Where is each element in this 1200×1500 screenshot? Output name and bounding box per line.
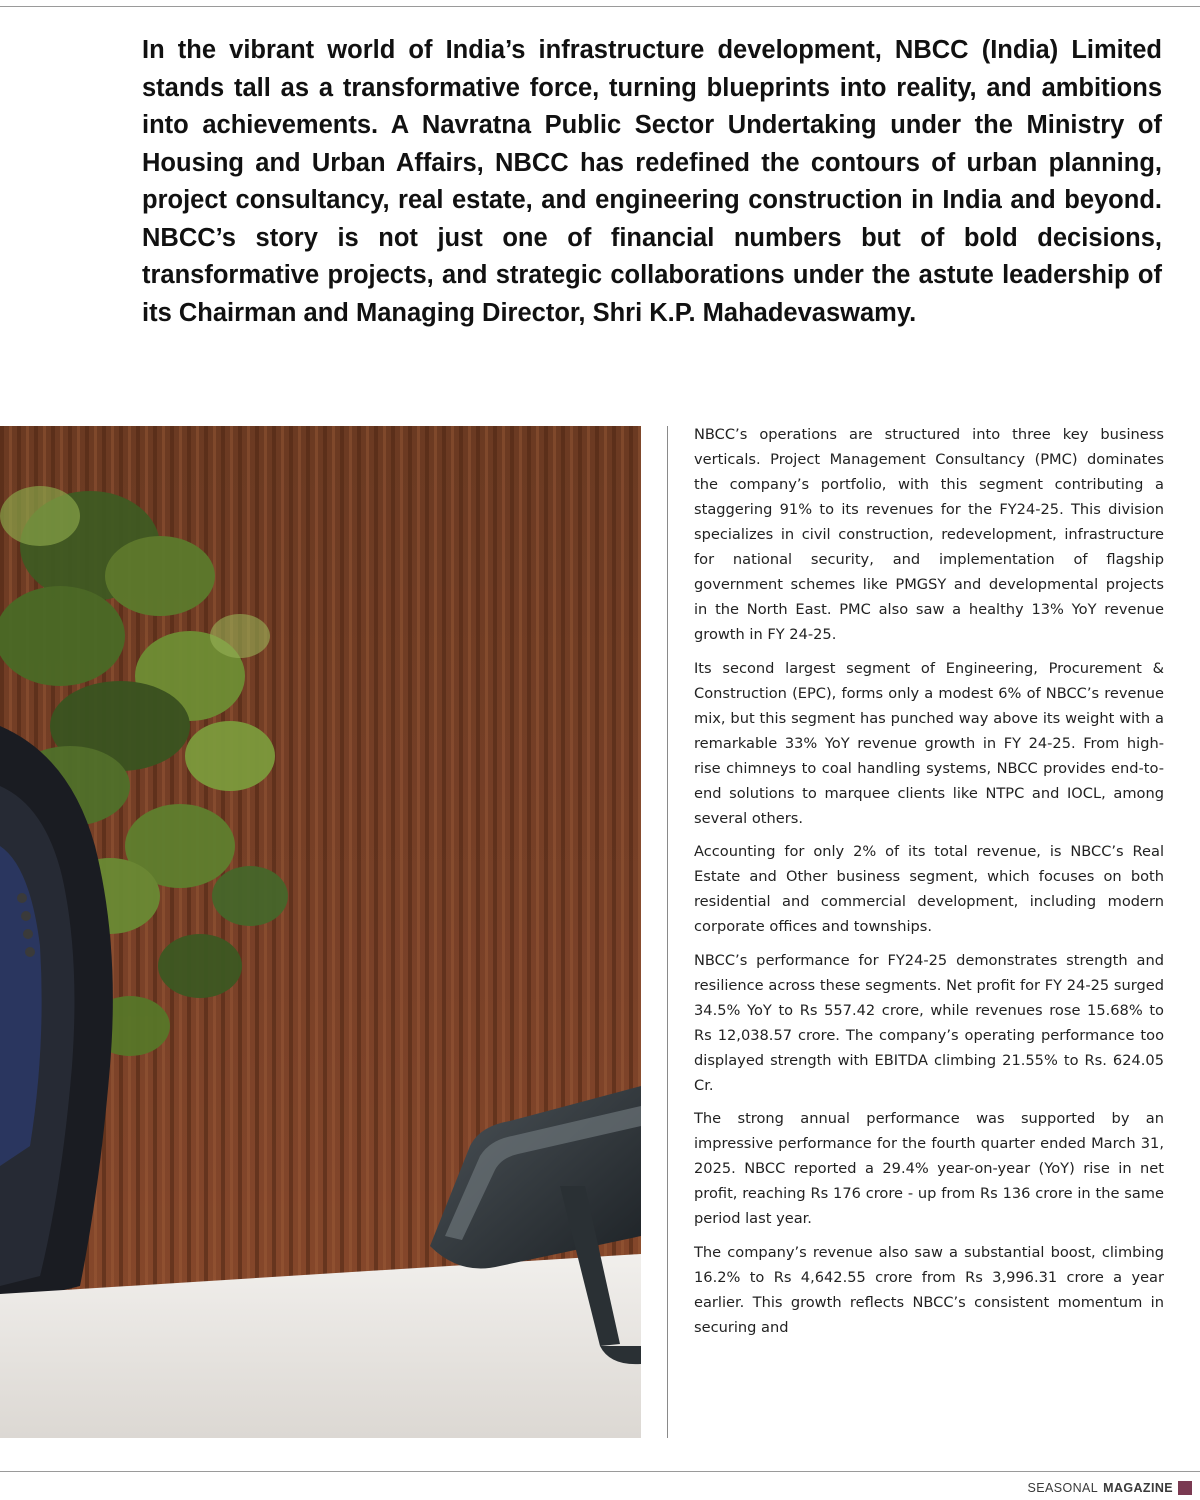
footer-square-icon — [1178, 1481, 1192, 1495]
footer-magazine-name: MAGAZINE — [1103, 1481, 1173, 1495]
article-intro: In the vibrant world of India’s infrastructure development, NBCC (India) Limited stands tall as a transformative force, turning blueprints into reality, and ambitions into achievements. A Navratna Public Sector Undertaking under the Ministry of Housing and Urban Affairs, NBCC has redefined the contours of urban planning, project consultancy, real estate, and engineering construction in India and beyond. NBCC’s story is not just one of financial numbers but of bold decisions, transformative projects, and strategic collaborations under the astute leadership of its Chairman and Managing Director, Shri K.P. Mahadevaswamy. — [142, 36, 1162, 327]
article-body — [694, 422, 1164, 1348]
office-portrait-photo — [0, 426, 641, 1438]
page-footer — [1028, 1477, 1192, 1499]
body-paragraph: The strong annual performance was supported by an impressive performance for the fourth quarter ended March 31, 2025. NBCC reported a 29.4% year-on-year (YoY) rise in net profit, reaching Rs 176 crore - up from Rs 136 crore in the same period last year. — [694, 1110, 1164, 1227]
body-paragraph: Accounting for only 2% of its total revenue, is NBCC’s Real Estate and Other business segment, which focuses on both residential and commercial development, including modern corporate offices and townships. — [694, 843, 1164, 935]
body-paragraph: The company’s revenue also saw a substantial boost, climbing 16.2% to Rs 4,642.55 crore from Rs 3,996.31 crore a year earlier. This growth reflects NBCC’s consistent momentum in securing and — [694, 1243, 1164, 1336]
column-divider — [667, 426, 668, 1438]
top-rule — [0, 6, 1200, 7]
bottom-rule — [0, 1471, 1200, 1472]
body-paragraph: Its second largest segment of Engineering, Procurement & Construction (EPC), forms only a modest 6% of NBCC’s revenue mix, but this segment has punched way above its weight with a remarkable 33% YoY revenue growth in FY 24-25. From high-rise chimneys to coal handling systems, NBCC provides end-to-end solutions to marquee clients like NTPC and IOCL, among several others. — [694, 659, 1164, 827]
footer-magazine-prefix: SEASONAL — [1027, 1481, 1099, 1495]
body-paragraph: NBCC’s performance for FY24-25 demonstrates strength and resilience across these segments. Net profit for FY 24-25 surged 34.5% YoY to Rs 557.42 crore, while revenues rose 15.68% to Rs 12,038.57 crore. The company’s operating performance too displayed strength with EBITDA climbing 21.55% to Rs. 624.05 Cr. — [694, 951, 1164, 1094]
body-paragraph: NBCC’s operations are structured into three key business verticals. Project Management Consultancy (PMC) dominates the company’s portfolio, with this segment contributing a staggering 91% to its revenues for the FY24-25. This division specializes in civil construction, redevelopment, infrastructure for national security, and implementation of flagship government schemes like PMGSY and developmental projects in the North East. PMC also saw a healthy 13% YoY revenue growth in FY 24-25. — [694, 426, 1164, 643]
